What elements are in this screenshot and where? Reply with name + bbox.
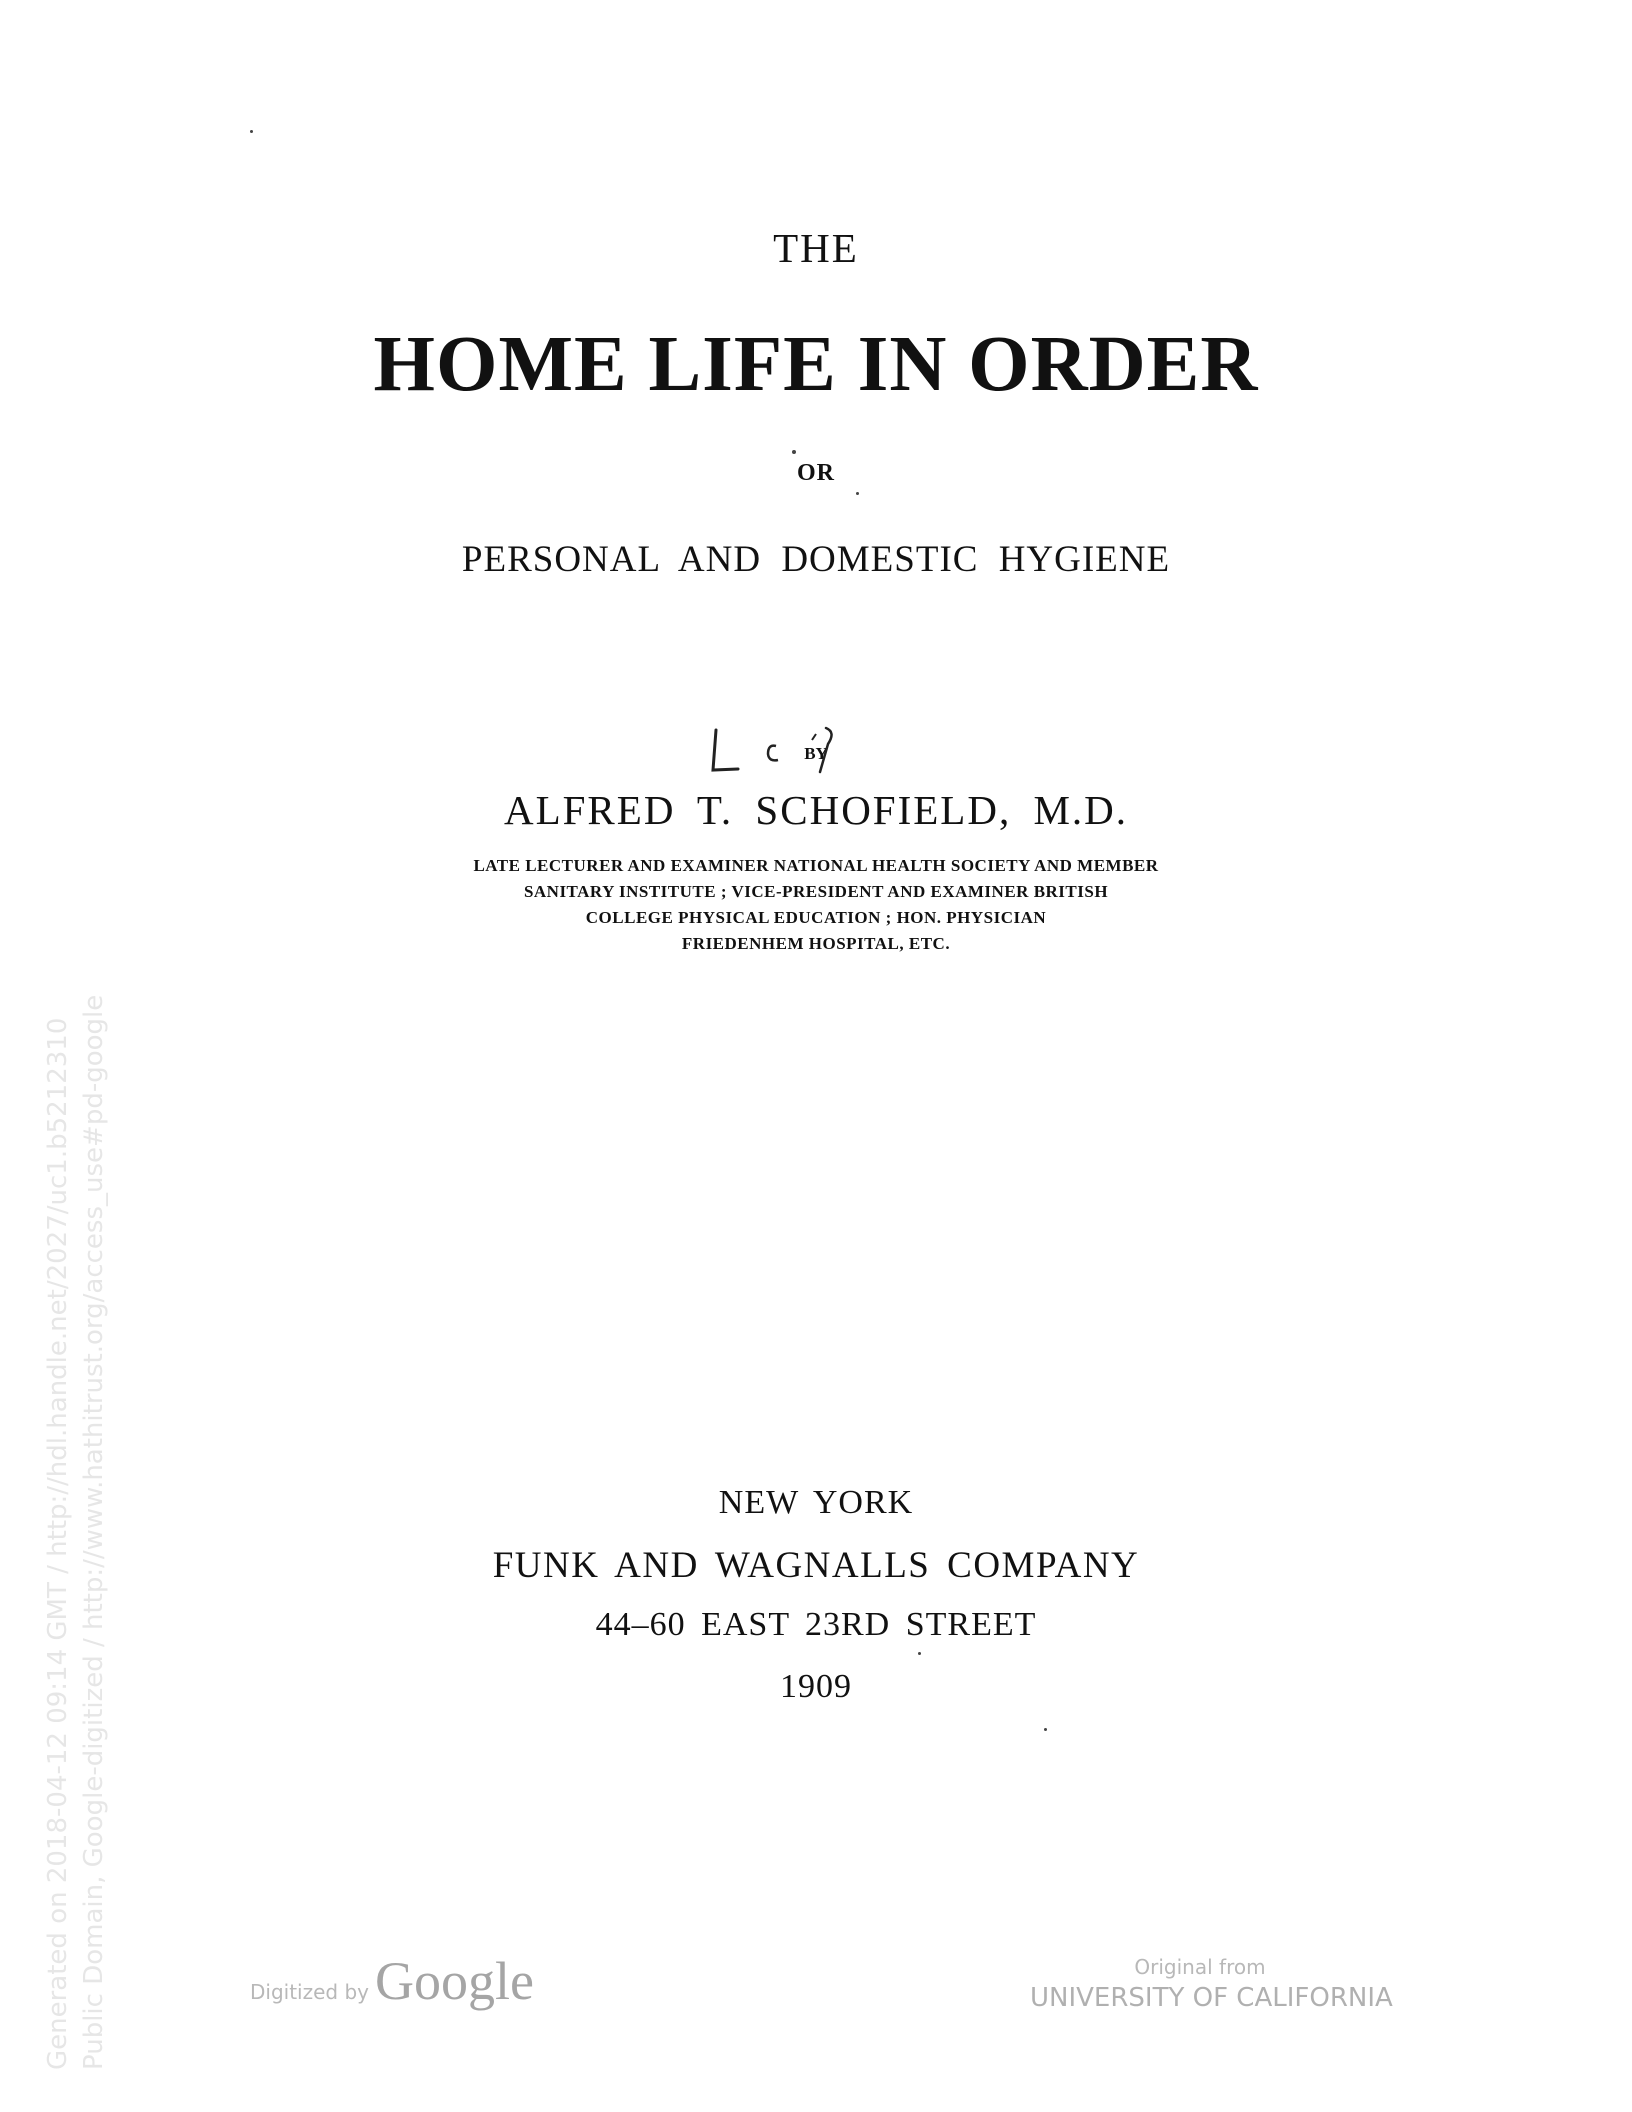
- credentials-line: SANITARY INSTITUTE ; VICE-PRESIDENT AND EXAMINER BRITISH: [523, 882, 1109, 901]
- publisher-city: NEW YORK: [718, 1484, 914, 1521]
- subtitle: PERSONAL AND DOMESTIC HYGIENE: [461, 539, 1171, 580]
- publisher-name: FUNK AND WAGNALLS COMPANY: [492, 1545, 1140, 1586]
- main-title: HOME LIFE IN ORDER: [373, 321, 1259, 408]
- watermark-sidebar: [40, 670, 120, 2070]
- title-or: OR: [797, 460, 835, 486]
- publisher-address: 44–60 EAST 23RD STREET: [595, 1606, 1037, 1643]
- original-from-label: Original from: [1134, 1955, 1266, 1979]
- original-from-block: [1030, 1955, 1393, 2013]
- print-speck: [856, 492, 859, 495]
- credentials-line: FRIEDENHEM HOSPITAL, ETC.: [681, 934, 951, 953]
- title-the: THE: [773, 225, 859, 271]
- print-speck: [1044, 1728, 1047, 1731]
- handwritten-marks: [708, 722, 838, 782]
- google-logo: Google: [375, 1951, 534, 2011]
- credentials-line: COLLEGE PHYSICAL EDUCATION ; HON. PHYSICIAN: [585, 908, 1047, 927]
- print-speck: [250, 130, 253, 133]
- by-label: BY: [804, 744, 828, 763]
- author-name: ALFRED T. SCHOFIELD, M.D.: [503, 787, 1129, 833]
- watermark-line: Generated on 2018-04-12 09:14 GMT / http://hdl.handle.net/2027/uc1.b5212310: [43, 1017, 73, 2070]
- credentials-line: LATE LECTURER AND EXAMINER NATIONAL HEALTH SOCIETY AND MEMBER: [473, 856, 1159, 875]
- print-speck: [918, 1652, 921, 1655]
- print-speck: [792, 450, 796, 454]
- publication-year: 1909: [780, 1668, 852, 1705]
- watermark-line: Public Domain, Google-digitized / http://www.hathitrust.org/access_use#pd-google: [79, 994, 109, 2070]
- digitized-by-google: [250, 1950, 534, 2012]
- digitized-label: Digitized by: [250, 1980, 369, 2004]
- university-name: UNIVERSITY OF CALIFORNIA: [1030, 1983, 1393, 2013]
